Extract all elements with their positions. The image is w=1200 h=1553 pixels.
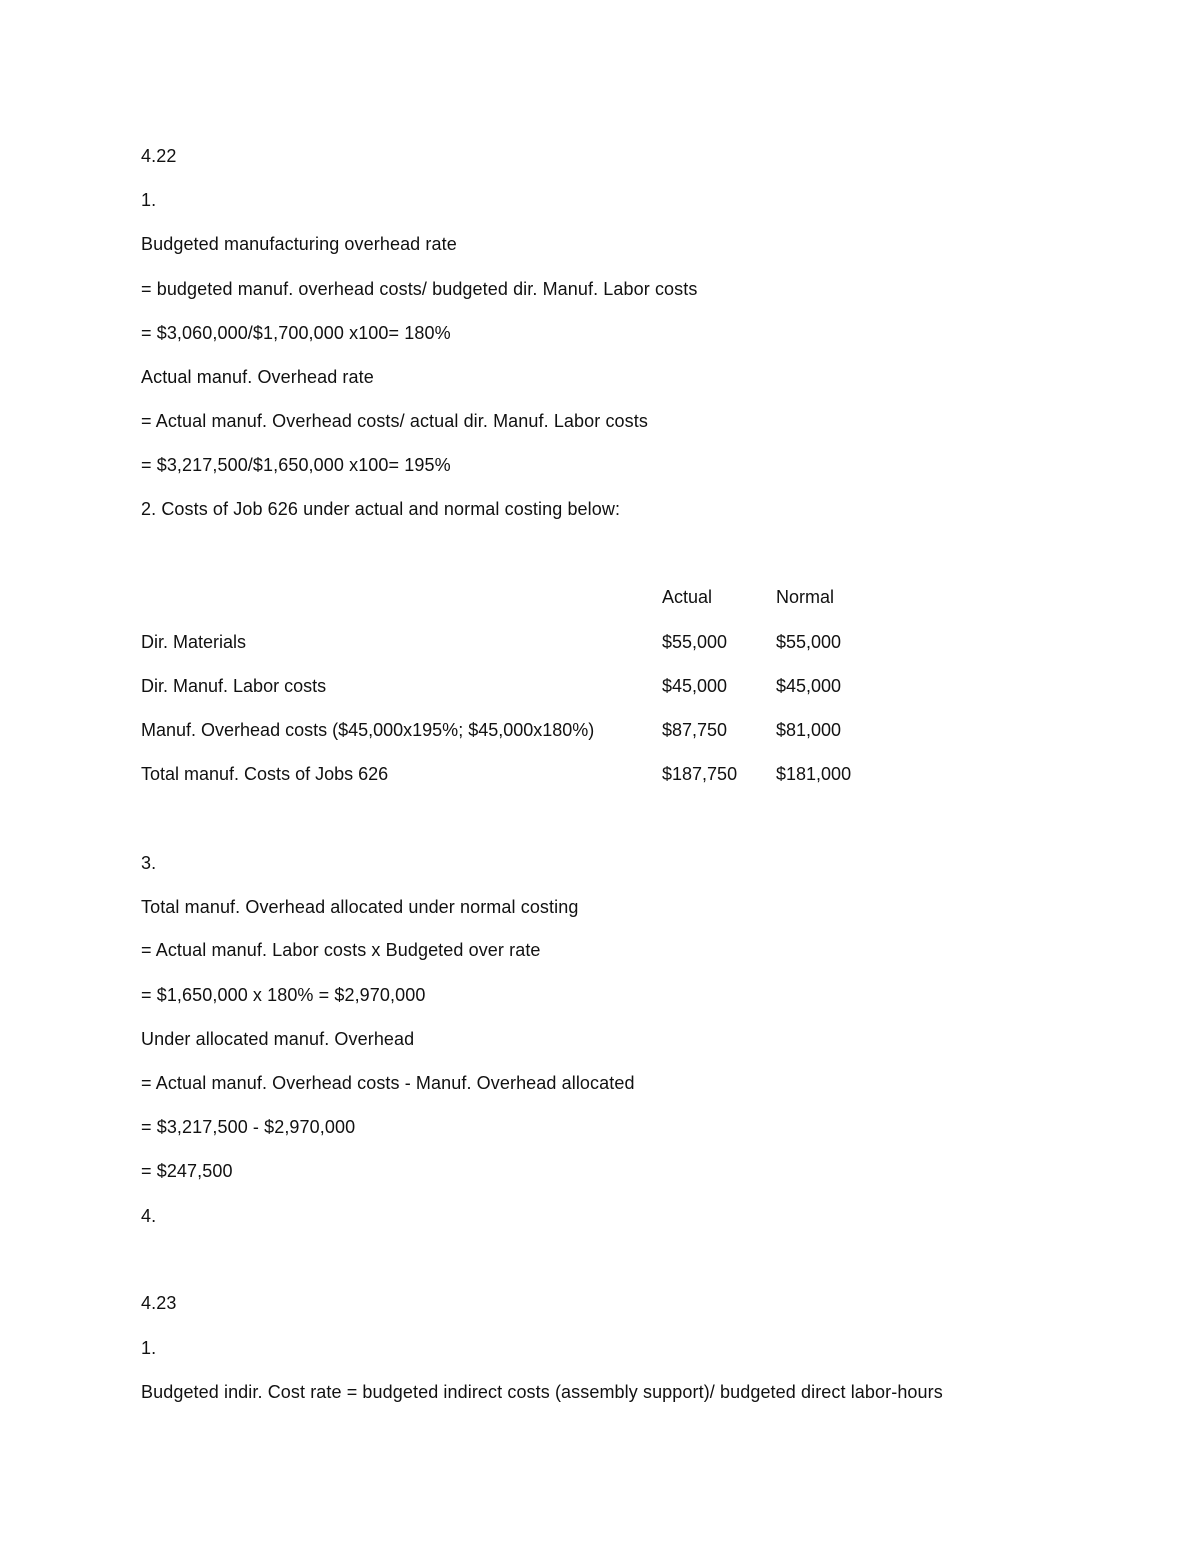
text-line: Actual manuf. Overhead rate — [141, 367, 374, 387]
cost-table-header — [141, 586, 901, 608]
part-2-title: 2. Costs of Job 626 under actual and normal costing below: — [141, 499, 621, 519]
formula-line: = Actual manuf. Labor costs x Budgeted over rate — [141, 940, 541, 960]
part-number-1: 1. — [141, 190, 157, 210]
formula-line: = $247,500 — [141, 1161, 233, 1181]
formula-line: = $3,060,000/$1,700,000 x100= 180% — [141, 323, 451, 343]
formula-line: = $3,217,500 - $2,970,000 — [141, 1117, 356, 1137]
row-label: Total manuf. Costs of Jobs 626 — [141, 764, 389, 784]
normal-value: $181,000 — [776, 764, 852, 784]
section-heading-4-23: 4.23 — [141, 1293, 177, 1313]
table-row — [141, 675, 901, 697]
table-row — [141, 631, 901, 653]
text-line: Total manuf. Overhead allocated under normal costing — [141, 897, 579, 917]
section-heading-4-22: 4.22 — [141, 146, 177, 166]
formula-line: = Actual manuf. Overhead costs - Manuf. Overhead allocated — [141, 1073, 635, 1093]
actual-value: $87,750 — [662, 720, 728, 740]
column-header-actual: Actual — [662, 587, 713, 607]
formula-line: = Actual manuf. Overhead costs/ actual dir. Manuf. Labor costs — [141, 411, 648, 431]
actual-value: $45,000 — [662, 676, 728, 696]
text-line: Budgeted manufacturing overhead rate — [141, 234, 457, 254]
normal-value: $55,000 — [776, 632, 842, 652]
table-row — [141, 719, 901, 741]
row-label: Dir. Manuf. Labor costs — [141, 676, 327, 696]
row-label: Dir. Materials — [141, 632, 247, 652]
actual-value: $55,000 — [662, 632, 728, 652]
part-number-4: 4. — [141, 1206, 157, 1226]
normal-value: $81,000 — [776, 720, 842, 740]
formula-line: = budgeted manuf. overhead costs/ budgeted dir. Manuf. Labor costs — [141, 279, 698, 299]
column-header-normal: Normal — [776, 587, 835, 607]
formula-line: Budgeted indir. Cost rate = budgeted indirect costs (assembly support)/ budgeted direct labor-hours — [141, 1382, 943, 1402]
formula-line: = $1,650,000 x 180% = $2,970,000 — [141, 985, 426, 1005]
table-row — [141, 763, 901, 785]
row-label: Manuf. Overhead costs ($45,000x195%; $45,000x180%) — [141, 720, 595, 740]
normal-value: $45,000 — [776, 676, 842, 696]
part-number-3: 3. — [141, 853, 157, 873]
text-line: Under allocated manuf. Overhead — [141, 1029, 415, 1049]
actual-value: $187,750 — [662, 764, 738, 784]
formula-line: = $3,217,500/$1,650,000 x100= 195% — [141, 455, 451, 475]
part-number-1: 1. — [141, 1338, 157, 1358]
